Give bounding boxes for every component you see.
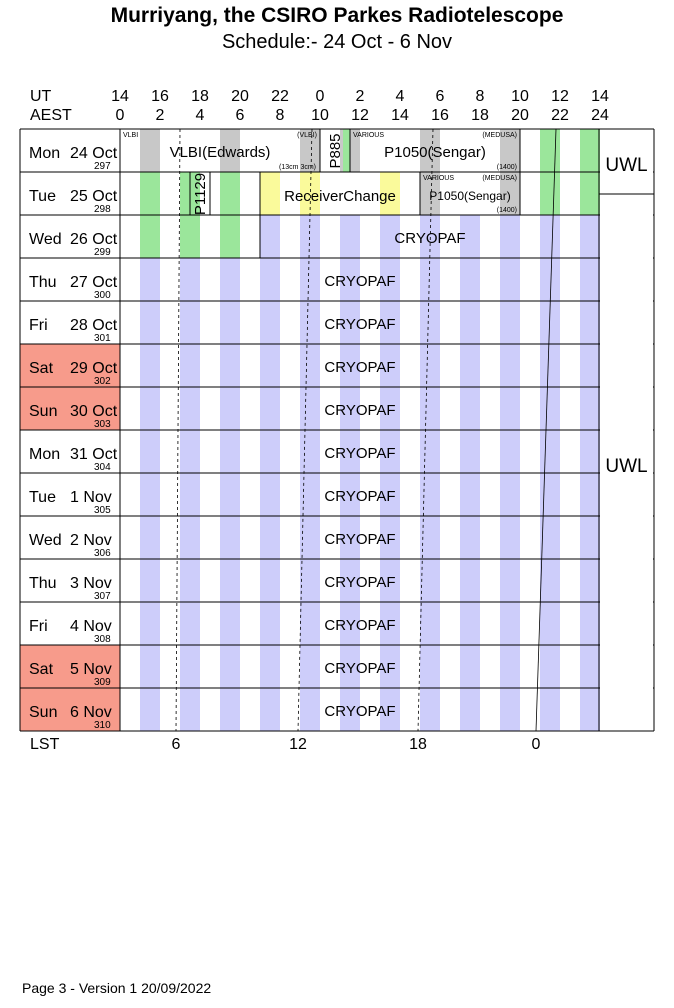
ut-tick: 4 (395, 88, 405, 105)
receiver-label-2: UWL (605, 456, 648, 477)
receiver-row-mask (600, 343, 653, 345)
lst-tick: 6 (171, 736, 181, 753)
cryopaf-label: CRYOPAF (324, 660, 396, 677)
day-date: 24 Oct (70, 145, 118, 162)
day-name: Sun (29, 403, 58, 420)
medusa-tag-1: (MEDUSA) (482, 132, 517, 139)
day-number: 304 (94, 462, 111, 473)
cryopaf-label: CRYOPAF (324, 359, 396, 376)
day-number: 308 (94, 634, 111, 645)
day-name: Sat (29, 360, 54, 377)
day-number: 310 (94, 720, 111, 731)
day-name: Mon (29, 446, 61, 463)
day-date: 3 Nov (70, 575, 112, 592)
day-number: 305 (94, 505, 111, 516)
ut-tick: 0 (315, 88, 325, 105)
p885-label: P885 (327, 133, 344, 169)
various-tag-1: VARIOUS (353, 132, 384, 139)
day-number: 302 (94, 376, 111, 387)
aest-tick: 24 (591, 107, 609, 124)
stripe-yellow (260, 172, 280, 215)
ut-tick: 6 (435, 88, 445, 105)
p1050b-label: P1050(Sengar) (429, 189, 511, 203)
day-name: Mon (29, 145, 61, 162)
vlbi-sub-label: (13cm 3cm) (279, 164, 316, 171)
day-date: 26 Oct (70, 231, 118, 248)
vlbi-tag-left: VLBI (123, 132, 139, 139)
day-name: Tue (29, 188, 56, 205)
day-name: Sun (29, 704, 58, 721)
day-date: 5 Nov (70, 661, 112, 678)
stripe-green (140, 172, 160, 215)
stripe-green (343, 129, 350, 172)
ut-tick: 16 (151, 88, 169, 105)
day-date: 30 Oct (70, 403, 118, 420)
lst-tick: 12 (289, 736, 307, 753)
ut-tick: 22 (271, 88, 289, 105)
lst-tick: 18 (409, 736, 427, 753)
day-number: 299 (94, 247, 111, 258)
day-date: 28 Oct (70, 317, 118, 334)
ut-tick: 2 (355, 88, 365, 105)
footer-version: Page 3 - Version 1 20/09/2022 (22, 980, 212, 996)
lst-tick: 0 (531, 736, 541, 753)
day-name: Sat (29, 661, 54, 678)
aest-tick: 2 (155, 107, 165, 124)
receiver-row-mask (600, 386, 653, 388)
day-number: 301 (94, 333, 111, 344)
day-date: 29 Oct (70, 360, 118, 377)
day-name: Thu (29, 575, 57, 592)
cryopaf-label: CRYOPAF (324, 445, 396, 462)
ut-tick: 18 (191, 88, 209, 105)
ut-tick: 20 (231, 88, 249, 105)
ut-tick: 12 (551, 88, 569, 105)
p1050a-label: P1050(Sengar) (384, 144, 486, 161)
stripe-green (220, 215, 240, 258)
stripe-gray (140, 129, 160, 172)
cryopaf-label: CRYOPAF (324, 574, 396, 591)
day-number: 298 (94, 204, 111, 215)
cryopaf-label: CRYOPAF (324, 531, 396, 548)
receiver-row-mask (600, 644, 653, 646)
vlbi-tag-right: (VLBI) (297, 132, 317, 139)
cryopaf-label: CRYOPAF (394, 230, 466, 247)
cryopaf-label: CRYOPAF (324, 488, 396, 505)
stripe-green (140, 215, 160, 258)
day-number: 309 (94, 677, 111, 688)
ut-tick: 14 (111, 88, 129, 105)
aest-tick: 4 (195, 107, 205, 124)
day-date: 27 Oct (70, 274, 118, 291)
cryopaf-label: CRYOPAF (324, 316, 396, 333)
day-name: Fri (29, 317, 48, 334)
day-date: 31 Oct (70, 446, 118, 463)
receiver-change-label: ReceiverChange (284, 188, 396, 205)
day-number: 306 (94, 548, 111, 559)
receiver-row-mask (600, 429, 653, 431)
receiver-row-mask (600, 601, 653, 603)
day-date: 25 Oct (70, 188, 118, 205)
ut-axis-label: UT (30, 88, 52, 105)
day-date: 6 Nov (70, 704, 112, 721)
aest-tick: 16 (431, 107, 449, 124)
aest-axis-label: AEST (30, 107, 72, 124)
day-name: Fri (29, 618, 48, 635)
aest-tick: 20 (511, 107, 529, 124)
aest-tick: 0 (115, 107, 125, 124)
day-name: Wed (29, 532, 62, 549)
receiver-row-mask (600, 558, 653, 560)
aest-tick: 10 (311, 107, 329, 124)
aest-tick: 12 (351, 107, 369, 124)
aest-tick: 6 (235, 107, 245, 124)
cryopaf-label: CRYOPAF (324, 273, 396, 290)
cryopaf-label: CRYOPAF (324, 703, 396, 720)
p1129-label: P1129 (192, 172, 209, 216)
cryopaf-label: CRYOPAF (324, 617, 396, 634)
n1400-tag-2: (1400) (496, 207, 517, 214)
receiver-label-1: UWL (605, 155, 648, 176)
stripe-green (180, 215, 200, 258)
page-subtitle: Schedule:- 24 Oct - 6 Nov (221, 31, 453, 53)
stripe-green (580, 129, 600, 172)
day-number: 300 (94, 290, 111, 301)
lst-axis-label: LST (30, 736, 60, 753)
ut-tick: 8 (475, 88, 485, 105)
receiver-row-mask (600, 214, 653, 216)
day-name: Tue (29, 489, 56, 506)
vlbi-main-label: VLBI(Edwards) (169, 144, 271, 161)
ut-tick: 14 (591, 88, 609, 105)
receiver-row-mask (600, 515, 653, 517)
ut-tick: 10 (511, 88, 529, 105)
stripe-green (220, 172, 240, 215)
day-name: Thu (29, 274, 57, 291)
day-name: Wed (29, 231, 62, 248)
aest-tick: 18 (471, 107, 489, 124)
receiver-row-mask (600, 300, 653, 302)
stripe-green (540, 172, 560, 215)
various-tag-2: VARIOUS (423, 175, 454, 182)
stripe-green (540, 129, 560, 172)
stripe-green (580, 172, 600, 215)
receiver-row-mask (600, 687, 653, 689)
day-date: 2 Nov (70, 532, 112, 549)
aest-tick: 14 (391, 107, 409, 124)
day-date: 1 Nov (70, 489, 112, 506)
receiver-row-mask (600, 257, 653, 259)
medusa-tag-2: (MEDUSA) (482, 175, 517, 182)
day-number: 303 (94, 419, 111, 430)
aest-tick: 8 (275, 107, 285, 124)
cryopaf-label: CRYOPAF (324, 402, 396, 419)
day-number: 307 (94, 591, 111, 602)
day-date: 4 Nov (70, 618, 112, 635)
aest-tick: 22 (551, 107, 569, 124)
page-title: Murriyang, the CSIRO Parkes Radiotelescope (110, 4, 564, 27)
n1400-tag-1: (1400) (496, 164, 517, 171)
day-number: 297 (94, 161, 111, 172)
